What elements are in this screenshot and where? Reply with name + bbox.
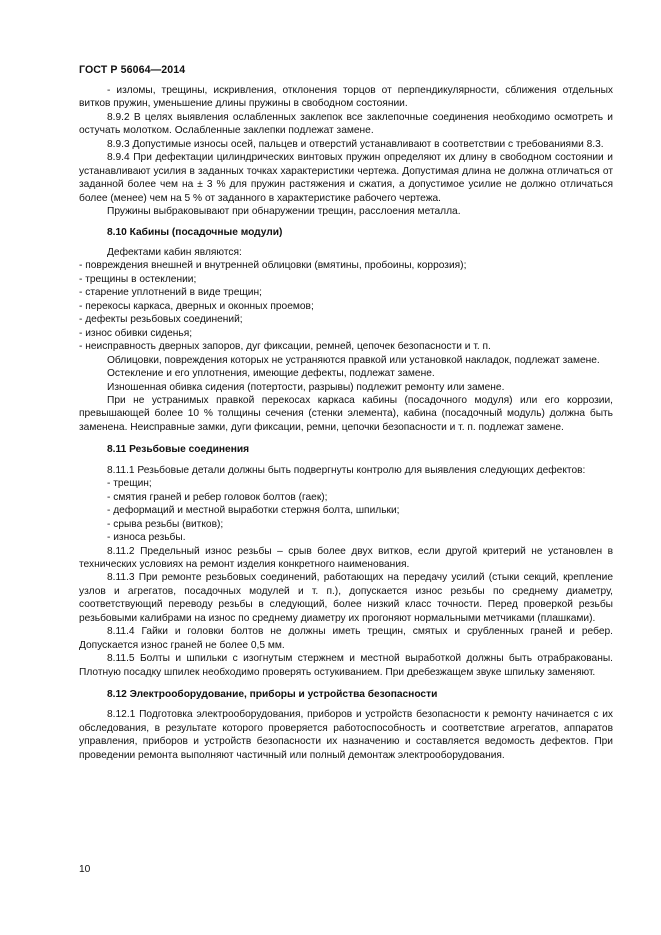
paragraph: Остекление и его уплотнения, имеющие дефекты, подлежат замене. — [107, 368, 435, 380]
list-item: - дефекты резьбовых соединений; — [79, 314, 243, 326]
list-item: - срыва резьбы (витков); — [107, 518, 224, 530]
list-item: - износ обивки сиденья; — [79, 327, 193, 339]
paragraph: Облицовки, повреждения которых не устраняются правкой или установкой накладок, подлежат замене. — [107, 354, 600, 366]
paragraph: При не устранимых правкой перекосах каркаса кабины (посадочного модуля) или его коррозии, превышающей более 10 % толщины сечения (стенки элемента), кабина (посадочный модуль) должна быть заменена. Неисправные замки, дуги фиксации, ремни, цепочки безопасности и т. п. подлежат замене. — [79, 394, 613, 433]
section-heading: 8.12 Электрооборудование, приборы и устройства безопасности — [107, 689, 438, 701]
list-item: - трещины в остеклении; — [79, 273, 197, 285]
paragraph: 8.11.4 Гайки и головки болтов не должны иметь трещин, смятых и срубленных граней и ребер. Допускается износ граней не более 0,5 мм. — [79, 626, 613, 651]
paragraph: 8.12.1 Подготовка электрооборудования, приборов и устройств безопасности к ремонту начинается с их обследования, в результате которого проверяется работоспособность и соответствие агрегатов, аппаратов управления, приборов и устройств безопасности их назначению и составляется ведомость дефектов. При проведении ремонта выполняют частичный или полный демонтаж электрооборудования. — [79, 709, 613, 761]
paragraph: Изношенная обивка сидения (потертости, разрывы) подлежит ремонту или замене. — [107, 381, 505, 393]
list-item: - трещин; — [107, 478, 152, 490]
paragraph: 8.11.1 Резьбовые детали должны быть подвергнуты контролю для выявления следующих дефектов: — [107, 464, 586, 476]
paragraph: 8.9.2 В целях выявления ослабленных заклепок все заклепочные соединения необходимо осмотреть и остучать молотком. Ослабленные заклепки подлежат замене. — [79, 111, 613, 137]
page-number: 10 — [79, 864, 91, 875]
paragraph: 8.9.4 При дефектации цилиндрических винтовых пружин определяют их длину в свободном состоянии и устанавливают усилия в заданных точках характеристики чертежа. Допустимая длина не должна отличаться от заданной более чем на ± 3 % для пружин растяжения и сжатия, а допустимое усилие не должно отличаться более (менее) чем на 5 % от заданного в характеристике рабочего чертежа. — [79, 152, 613, 204]
paragraph: 8.9.3 Допустимые износы осей, пальцев и отверстий устанавливают в соответствии с требованиями 8.3. — [107, 138, 604, 150]
paragraph: - изломы, трещины, искривления, отклонения торцов от перпендикулярности, сближения отдельных витков пружин, уменьшение длины пружины в свободном состоянии. — [79, 85, 613, 110]
list-item: - повреждения внешней и внутренней облицовки (вмятины, пробоины, коррозия); — [79, 260, 467, 272]
document-body — [79, 84, 613, 762]
list-item: - перекосы каркаса, дверных и оконных проемов; — [79, 300, 314, 312]
list-item: - неисправность дверных запоров, дуг фиксации, ремней, цепочек безопасности и т. п. — [79, 341, 491, 353]
list-item: - износа резьбы. — [107, 532, 186, 544]
list-item: - деформаций и местной выработки стержня болта, шпильки; — [107, 505, 400, 517]
paragraph: Пружины выбраковывают при обнаружении трещин, расслоения металла. — [107, 206, 461, 218]
paragraph: 8.11.3 При ремонте резьбовых соединений, работающих на передачу усилий (стыки секций, крепление узлов и агрегатов, посадочных модулей и т. п.), допускается износ резьбы по среднему диаметру, соответствующий переводу резьбы в следующий, более низкий класс точности. Перед проверкой резьбы резьбовыми калибрами на износ по среднему диаметру их прогоняют нормальными метчиками (плашками). — [79, 572, 613, 624]
list-item: - старение уплотнений в виде трещин; — [79, 287, 262, 299]
section-heading: 8.10 Кабины (посадочные модули) — [107, 226, 283, 238]
paragraph: 8.11.2 Предельный износ резьбы – срыв более двух витков, если другой критерий не установлен в технических условиях на ремонт изделия конкретного наименования. — [79, 545, 613, 570]
paragraph: Дефектами кабин являются: — [107, 246, 242, 258]
section-heading: 8.11 Резьбовые соединения — [107, 444, 250, 456]
doc-header: ГОСТ Р 56064—2014 — [79, 64, 186, 76]
paragraph: 8.11.5 Болты и шпильки с изогнутым стержнем и местной выработкой должны быть отрабракованы. Плотную посадку шпилек необходимо проверять остукиванием. При дребезжащем звуке шпильку заменяют. — [79, 653, 613, 678]
list-item: - смятия граней и ребер головок болтов (гаек); — [107, 491, 328, 503]
